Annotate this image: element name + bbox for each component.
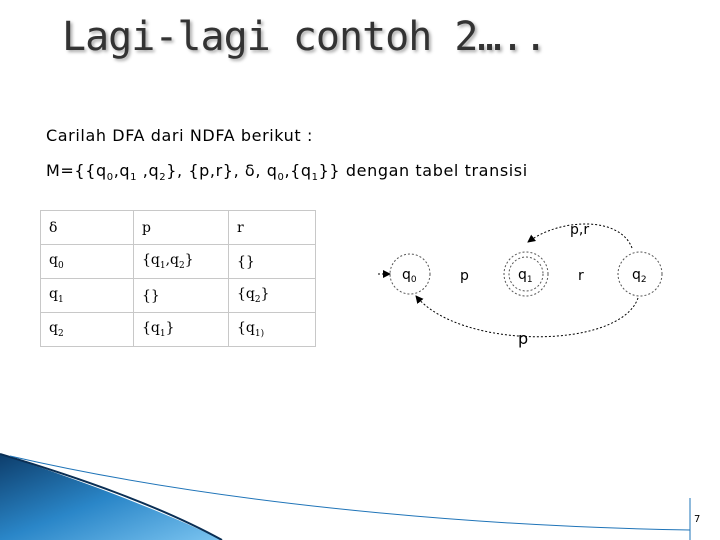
state-q1-final — [504, 252, 548, 296]
slide-title: Lagi-lagi contoh 2….. — [62, 14, 547, 60]
header-cell: p — [134, 211, 229, 245]
state-diagram — [370, 200, 700, 360]
table-row — [41, 245, 316, 279]
svg-text:q1: $q_1$ — [518, 267, 533, 285]
decorative-corner-swoosh — [0, 440, 720, 540]
table-cell: {} — [229, 245, 316, 279]
table-cell: $\{q_2\}$ — [229, 279, 316, 313]
header-cell: δ — [41, 211, 134, 245]
edge-label-q2-q1: p,r — [570, 222, 590, 238]
table-row — [41, 279, 316, 313]
table-cell: {$q_{1)}$ — [229, 313, 316, 347]
state-q2 — [618, 252, 662, 296]
table-header-row — [41, 211, 316, 245]
svg-text:q0: $q_0$ — [402, 267, 417, 285]
page-number: 7 — [694, 514, 701, 525]
state-cell: $q_1$ — [41, 279, 134, 313]
table-cell: {} — [134, 279, 229, 313]
edge-label-q0-q1: p — [460, 268, 469, 284]
transition-table — [40, 210, 316, 347]
machine-definition: $M=\{\{q_0,q_1$ $,q_2$}, {p,r}, δ, $q_0,\{q_1\}$} dengan tabel transisi — [46, 161, 528, 184]
state-cell: $q_2$ — [41, 313, 134, 347]
state-cell: $q_0$ — [41, 245, 134, 279]
instruction-text: Carilah DFA dari NDFA berikut : — [46, 126, 313, 145]
svg-text:q2: $q_2$ — [632, 267, 647, 285]
table-cell: $\{q_1\}$ — [134, 313, 229, 347]
edge-label-q1-q2: r — [578, 268, 584, 284]
state-q0 — [390, 254, 430, 294]
table-row — [41, 313, 316, 347]
edge-label-q2-q0: p — [518, 329, 529, 348]
header-cell: r — [229, 211, 316, 245]
table-cell: $\{q_1,q_2\}$ — [134, 245, 229, 279]
